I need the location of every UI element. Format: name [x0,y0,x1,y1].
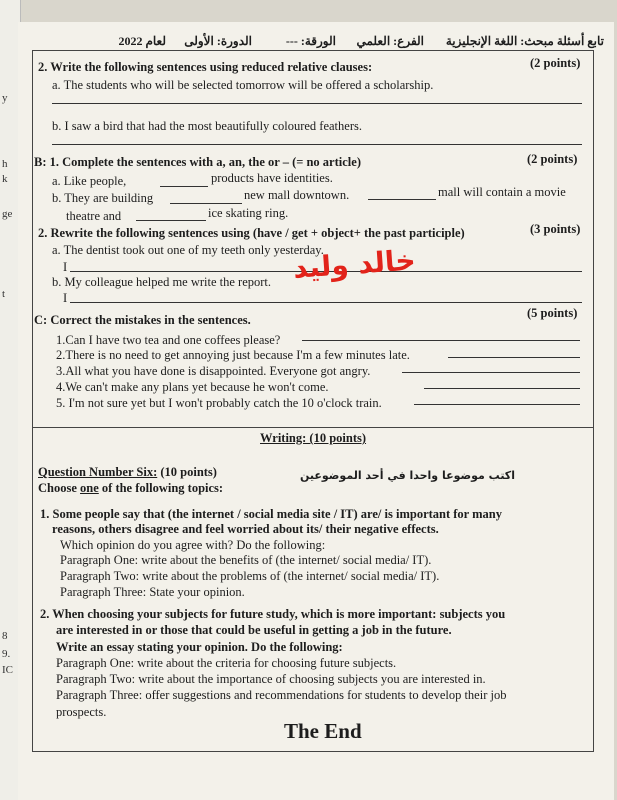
fill-blank [136,220,206,221]
header-branch: الفرع: العلمي [356,34,424,48]
b2-points: (3 points) [530,222,581,236]
strip-fragment: 8 [2,630,8,642]
strip-fragment: k [2,173,8,185]
fill-blank [160,186,208,187]
topic2-line: 2. When choosing your subjects for future study, which is more important: subjects you [40,607,506,621]
b1-b-mid: new mall downtown. [244,188,350,202]
topic2-line: are interested in or those that could be useful in getting a job in the future. [56,623,452,637]
topic2-line: Paragraph Three: offer suggestions and recommendations for students to develop their job [56,688,507,702]
topic2-line: Paragraph Two: write about the importance of choosing subjects you are interested in. [56,672,486,686]
answer-line [70,302,582,303]
c-title: C: Correct the mistakes in the sentences. [34,313,251,327]
topic1-line: Which opinion do you agree with? Do the following: [60,538,326,552]
header-year: لعام 2022 [118,34,166,48]
c-item-2: 2.There is no need to get annoying just because I'm a few minutes late. [56,348,410,362]
b1-b-cont-prefix: theatre and [66,209,122,223]
b1-a-prefix: a. Like people, [52,174,127,188]
b2-item-b: b. My colleague helped me write the report. [52,275,272,289]
c-item-3: 3.All what you have done is disappointed. Everyone got angry. [56,364,371,378]
fill-blank [368,199,436,200]
b1-title: B: 1. Complete the sentences with a, an, the or – (= no article) [34,155,361,169]
strip-fragment: y [2,92,8,104]
topic2-line: Paragraph One: write about the criteria for choosing future subjects. [56,656,397,670]
q2-item-b: b. I saw a bird that had the most beautifully coloured feathers. [52,119,362,133]
b2-item-b-start: I [63,291,68,305]
c-item-1: 1.Can I have two tea and one coffees please? [56,333,281,347]
b2-item-a-start: I [63,260,68,274]
b1-b-suffix: mall will contain a movie [438,185,566,199]
strip-fragment: 9. [2,648,11,660]
topic1-line: Paragraph One: write about the benefits of (the internet/ social media/ IT). [60,553,432,567]
b2-title: 2. Rewrite the following sentences using (have / get + object+ the past participle) [38,226,465,240]
q2-item-a: a. The students who will be selected tomorrow will be offered a scholarship. [52,78,434,92]
handwritten-watermark: خالد وليد [292,243,417,285]
b1-points: (2 points) [527,152,578,166]
c-points: (5 points) [527,306,578,320]
choose-one: one [80,481,99,495]
topic1-line: Paragraph Three: State your opinion. [60,585,245,599]
header-paper: الورقة: --- [285,34,336,48]
arabic-instruction: اكتب موضوعا واحدا في أحد الموضوعين [300,469,515,482]
fill-blank [170,203,242,204]
c-item-4: 4.We can't make any plans yet because he won't come. [56,380,329,394]
strip-fragment: h [2,158,8,170]
b1-a-suffix: products have identities. [211,171,333,185]
q6-label: Question Number Six: [38,465,158,479]
answer-line [414,404,580,405]
b1-b-cont-suffix: ice skating ring. [208,206,289,220]
strip-fragment: ge [2,208,13,220]
header-session: الدورة: الأولى [184,34,252,48]
choose-prefix: Choose [38,481,77,495]
answer-line [424,388,580,389]
topic2-line: Write an essay stating your opinion. Do the following: [56,640,343,654]
b1-b-prefix: b. They are building [52,191,154,205]
choose-suffix: of the following topics: [101,481,224,495]
c-item-5: 5. I'm not sure yet but I won't probably catch the 10 o'clock train. [56,396,382,410]
q6-header [38,465,217,480]
b2-item-a: a. The dentist took out one of my teeth only yesterday. [52,243,324,257]
strip-fragment: t [2,288,6,300]
topic2-line: prospects. [56,705,107,719]
answer-line [402,372,580,373]
choose-instruction [38,481,223,496]
the-end: The End [284,719,362,743]
writing-heading: Writing: (10 points) [260,431,367,445]
topic1-line: 1. Some people say that (the internet / social media site / IT) are/ is important for many [40,507,502,521]
strip-fragment: IC [2,664,13,676]
q2-title: 2. Write the following sentences using reduced relative clauses: [38,60,373,74]
topic1-line: Paragraph Two: write about the problems of (the internet/ social media/ IT). [60,569,440,583]
header-subject: تابع أسئلة مبحث: اللغة الإنجليزية [445,34,604,48]
topic1-line: reasons, others disagree and feel worried about its/ their negative effects. [52,522,439,536]
answer-line [302,340,580,341]
q2-points: (2 points) [530,56,581,70]
answer-line [52,103,582,104]
writing-divider [32,427,593,428]
q6-points: (10 points) [160,465,217,479]
answer-line [52,144,582,145]
answer-line [448,357,580,358]
